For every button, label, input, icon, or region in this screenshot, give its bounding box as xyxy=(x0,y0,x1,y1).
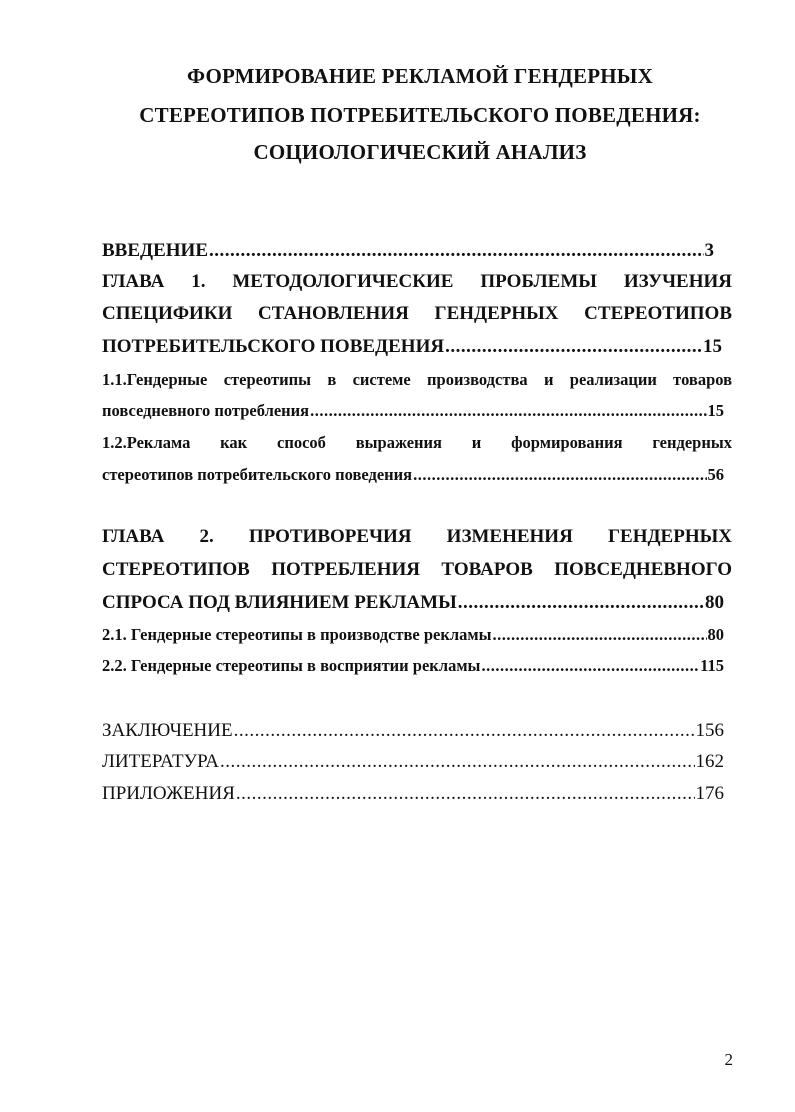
toc-s11-line-1: 1.1.Гендерные стереотипы в системе производства и реализации товаров xyxy=(102,370,732,389)
leader-dots xyxy=(310,401,706,421)
toc-ch2-line-2: СТЕРЕОТИПОВ ПОТРЕБЛЕНИЯ ТОВАРОВ ПОВСЕДНЕВНОГО xyxy=(102,559,732,580)
toc-s22 xyxy=(102,656,724,676)
toc-s21-page: 80 xyxy=(707,625,724,644)
toc-literature-label: ЛИТЕРАТУРА xyxy=(102,751,219,772)
leader-dots xyxy=(493,625,707,645)
toc-literature xyxy=(102,751,724,773)
title-line-1: ФОРМИРОВАНИЕ РЕКЛАМОЙ ГЕНДЕРНЫХ xyxy=(187,64,653,88)
toc-ch1-line-3 xyxy=(102,336,722,358)
toc-s11-line-2 xyxy=(102,401,724,421)
toc-intro-page: 3 xyxy=(704,240,714,261)
toc-ch2-label: СПРОСА ПОД ВЛИЯНИЕМ РЕКЛАМЫ xyxy=(102,592,457,613)
toc-s11-page: 15 xyxy=(707,401,724,420)
page-number: 2 xyxy=(724,1050,733,1069)
toc-intro xyxy=(102,240,714,262)
leader-dots xyxy=(220,751,695,773)
toc-s12-label: стереотипов потребительского поведения xyxy=(102,465,413,484)
leader-dots xyxy=(209,240,704,262)
toc-s12-page: 56 xyxy=(707,465,724,484)
toc-s22-label: 2.2. Гендерные стереотипы в восприятии рекламы xyxy=(102,656,481,675)
toc-s11-label: повседневного потребления xyxy=(102,401,310,420)
toc-ch2-line-3 xyxy=(102,592,724,614)
toc-ch1-line-1: ГЛАВА 1. МЕТОДОЛОГИЧЕСКИЕ ПРОБЛЕМЫ ИЗУЧЕНИЯ xyxy=(102,271,732,292)
toc-s12-line-2 xyxy=(102,465,724,485)
title-line-3: СОЦИОЛОГИЧЕСКИЙ АНАЛИЗ xyxy=(253,140,587,164)
leader-dots xyxy=(236,783,695,805)
leader-dots xyxy=(481,656,699,676)
toc-s21 xyxy=(102,625,724,645)
toc-appendix xyxy=(102,783,724,805)
toc-intro-label: ВВЕДЕНИЕ xyxy=(102,240,208,261)
toc-s22-page: 115 xyxy=(700,656,724,675)
leader-dots xyxy=(413,465,706,485)
toc-s12-line-1: 1.2.Реклама как способ выражения и формирования гендерных xyxy=(102,433,732,452)
toc-s21-label: 2.1. Гендерные стереотипы в производстве рекламы xyxy=(102,625,492,644)
toc-ch1-line-2: СПЕЦИФИКИ СТАНОВЛЕНИЯ ГЕНДЕРНЫХ СТЕРЕОТИПОВ xyxy=(102,303,732,324)
toc-conclusion-page: 156 xyxy=(695,720,724,741)
toc-appendix-page: 176 xyxy=(695,783,724,804)
toc-ch1-page: 15 xyxy=(703,336,722,357)
toc-ch2-page: 80 xyxy=(705,592,724,613)
toc-appendix-label: ПРИЛОЖЕНИЯ xyxy=(102,783,235,804)
toc-ch2-line-1: ГЛАВА 2. ПРОТИВОРЕЧИЯ ИЗМЕНЕНИЯ ГЕНДЕРНЫХ xyxy=(102,526,732,547)
toc-literature-page: 162 xyxy=(695,751,724,772)
leader-dots xyxy=(234,720,695,742)
toc-ch1-label: ПОТРЕБИТЕЛЬСКОГО ПОВЕДЕНИЯ xyxy=(102,336,445,357)
leader-dots xyxy=(445,336,702,358)
leader-dots xyxy=(458,592,704,614)
title-line-2: СТЕРЕОТИПОВ ПОТРЕБИТЕЛЬСКОГО ПОВЕДЕНИЯ: xyxy=(139,103,701,127)
toc-conclusion-label: ЗАКЛЮЧЕНИЕ xyxy=(102,720,233,741)
toc-conclusion xyxy=(102,720,724,742)
